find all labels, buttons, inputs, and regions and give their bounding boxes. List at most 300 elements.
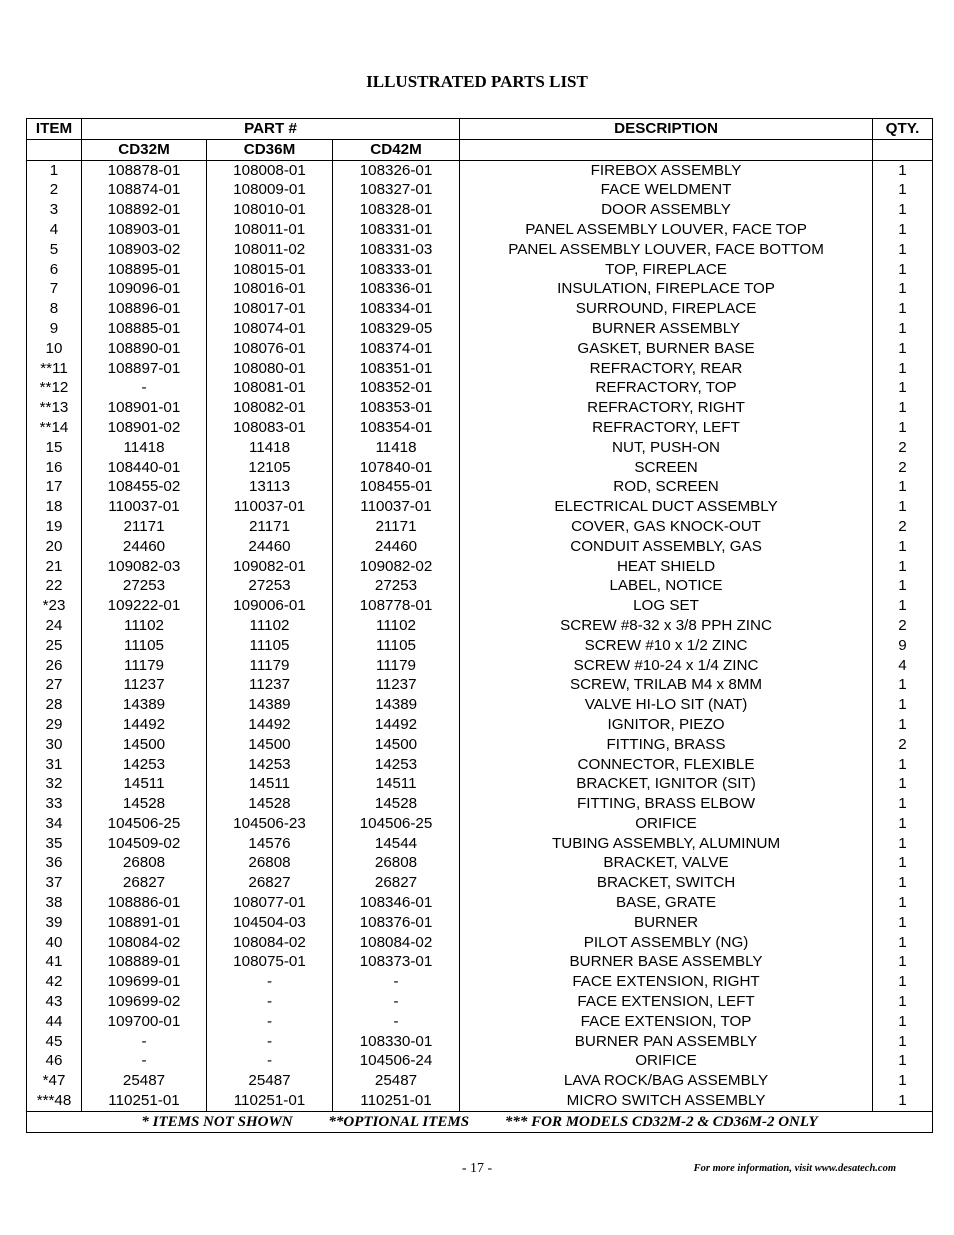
description: SCREW, TRILAB M4 x 8MM <box>460 675 873 695</box>
quantity: 1 <box>873 972 933 992</box>
table-row <box>27 359 933 379</box>
part-cd36m: 27253 <box>207 576 333 596</box>
part-cd36m: 108075-01 <box>207 952 333 972</box>
quantity: 2 <box>873 616 933 636</box>
table-row <box>27 557 933 577</box>
item-number: 46 <box>27 1051 82 1071</box>
part-cd42m: 11418 <box>333 438 460 458</box>
part-cd42m: 108354-01 <box>333 418 460 438</box>
part-cd42m: 108346-01 <box>333 893 460 913</box>
quantity: 1 <box>873 933 933 953</box>
part-cd42m: 110037-01 <box>333 497 460 517</box>
description: REFRACTORY, REAR <box>460 359 873 379</box>
table-row <box>27 319 933 339</box>
description: COVER, GAS KNOCK-OUT <box>460 517 873 537</box>
part-cd32m: 14253 <box>82 755 207 775</box>
quantity: 1 <box>873 160 933 180</box>
description: FITTING, BRASS ELBOW <box>460 794 873 814</box>
table-row <box>27 1012 933 1032</box>
part-cd36m: 104504-03 <box>207 913 333 933</box>
part-cd42m: 108778-01 <box>333 596 460 616</box>
part-cd42m: 108336-01 <box>333 279 460 299</box>
table-row <box>27 715 933 735</box>
part-cd42m: 11237 <box>333 675 460 695</box>
part-cd36m: 108017-01 <box>207 299 333 319</box>
part-cd42m: 27253 <box>333 576 460 596</box>
quantity: 1 <box>873 576 933 596</box>
header-model-cd42m: CD42M <box>333 139 460 160</box>
parts-table-footer <box>27 1111 933 1132</box>
description: CONNECTOR, FLEXIBLE <box>460 755 873 775</box>
table-row <box>27 418 933 438</box>
item-number: **14 <box>27 418 82 438</box>
part-cd32m: 11179 <box>82 656 207 676</box>
table-row <box>27 695 933 715</box>
part-cd32m: 25487 <box>82 1071 207 1091</box>
table-row <box>27 160 933 180</box>
part-cd32m: 109222-01 <box>82 596 207 616</box>
part-cd36m: 26808 <box>207 853 333 873</box>
item-number: *47 <box>27 1071 82 1091</box>
part-cd32m: 21171 <box>82 517 207 537</box>
description: PILOT ASSEMBLY (NG) <box>460 933 873 953</box>
item-number: 17 <box>27 477 82 497</box>
part-cd32m: 108878-01 <box>82 160 207 180</box>
table-row <box>27 675 933 695</box>
header-qty-blank <box>873 139 933 160</box>
part-cd36m: 21171 <box>207 517 333 537</box>
description: FACE EXTENSION, RIGHT <box>460 972 873 992</box>
item-number: 27 <box>27 675 82 695</box>
item-number: **11 <box>27 359 82 379</box>
part-cd36m: 108011-01 <box>207 220 333 240</box>
description: ROD, SCREEN <box>460 477 873 497</box>
table-row <box>27 497 933 517</box>
part-cd36m: 108015-01 <box>207 260 333 280</box>
part-cd42m: - <box>333 972 460 992</box>
part-cd36m: 11102 <box>207 616 333 636</box>
description: SCREW #10-24 x 1/4 ZINC <box>460 656 873 676</box>
part-cd42m: 26808 <box>333 853 460 873</box>
part-cd42m: 24460 <box>333 537 460 557</box>
description: LAVA ROCK/BAG ASSEMBLY <box>460 1071 873 1091</box>
description: FACE EXTENSION, TOP <box>460 1012 873 1032</box>
part-cd36m: 109082-01 <box>207 557 333 577</box>
item-number: 34 <box>27 814 82 834</box>
part-cd32m: 14511 <box>82 774 207 794</box>
part-cd32m: 108889-01 <box>82 952 207 972</box>
item-number: 35 <box>27 834 82 854</box>
table-row <box>27 834 933 854</box>
header-item-blank <box>27 139 82 160</box>
part-cd32m: 110251-01 <box>82 1091 207 1111</box>
description: NUT, PUSH-ON <box>460 438 873 458</box>
quantity: 9 <box>873 636 933 656</box>
quantity: 2 <box>873 517 933 537</box>
part-cd32m: 27253 <box>82 576 207 596</box>
table-row <box>27 952 933 972</box>
description: BURNER ASSEMBLY <box>460 319 873 339</box>
page-number: - 17 - <box>461 1161 493 1176</box>
part-cd36m: 11418 <box>207 438 333 458</box>
quantity: 1 <box>873 200 933 220</box>
part-cd42m: 25487 <box>333 1071 460 1091</box>
part-cd42m: 14528 <box>333 794 460 814</box>
part-cd36m: 108010-01 <box>207 200 333 220</box>
description: BURNER PAN ASSEMBLY <box>460 1032 873 1052</box>
footnote-optional: **OPTIONAL ITEMS <box>328 1113 470 1130</box>
item-number: 37 <box>27 873 82 893</box>
item-number: 43 <box>27 992 82 1012</box>
part-cd42m: 108353-01 <box>333 398 460 418</box>
quantity: 1 <box>873 220 933 240</box>
part-cd32m: - <box>82 1051 207 1071</box>
table-row <box>27 656 933 676</box>
description: HEAT SHIELD <box>460 557 873 577</box>
part-cd32m: - <box>82 378 207 398</box>
part-cd36m: 108080-01 <box>207 359 333 379</box>
part-cd42m: 108331-01 <box>333 220 460 240</box>
description: BURNER <box>460 913 873 933</box>
item-number: 28 <box>27 695 82 715</box>
part-cd32m: 109699-02 <box>82 992 207 1012</box>
item-number: 21 <box>27 557 82 577</box>
quantity: 1 <box>873 913 933 933</box>
item-number: 7 <box>27 279 82 299</box>
footnote-models: *** FOR MODELS CD32M-2 & CD36M-2 ONLY <box>504 1113 818 1130</box>
header-qty: QTY. <box>873 119 933 140</box>
part-cd42m: - <box>333 1012 460 1032</box>
item-number: 44 <box>27 1012 82 1032</box>
item-number: *23 <box>27 596 82 616</box>
item-number: 2 <box>27 180 82 200</box>
part-cd36m: - <box>207 1012 333 1032</box>
part-cd32m: 11105 <box>82 636 207 656</box>
part-cd42m: 108373-01 <box>333 952 460 972</box>
part-cd42m: 108330-01 <box>333 1032 460 1052</box>
part-cd36m: 14492 <box>207 715 333 735</box>
header-description: DESCRIPTION <box>460 119 873 140</box>
item-number: 45 <box>27 1032 82 1052</box>
part-cd36m: 108083-01 <box>207 418 333 438</box>
part-cd42m: 14544 <box>333 834 460 854</box>
table-row <box>27 299 933 319</box>
header-model-cd32m: CD32M <box>82 139 207 160</box>
part-cd32m: 108892-01 <box>82 200 207 220</box>
part-cd36m: - <box>207 1051 333 1071</box>
description: PANEL ASSEMBLY LOUVER, FACE BOTTOM <box>460 240 873 260</box>
description: TUBING ASSEMBLY, ALUMINUM <box>460 834 873 854</box>
part-cd32m: 108891-01 <box>82 913 207 933</box>
part-cd32m: 108890-01 <box>82 339 207 359</box>
table-row <box>27 279 933 299</box>
part-cd42m: 110251-01 <box>333 1091 460 1111</box>
item-number: 20 <box>27 537 82 557</box>
part-cd42m: 14511 <box>333 774 460 794</box>
table-row <box>27 576 933 596</box>
item-number: 24 <box>27 616 82 636</box>
part-cd36m: 26827 <box>207 873 333 893</box>
table-row <box>27 240 933 260</box>
part-cd32m: 108885-01 <box>82 319 207 339</box>
part-cd42m: 11105 <box>333 636 460 656</box>
part-cd36m: 11237 <box>207 675 333 695</box>
part-cd36m: 14500 <box>207 735 333 755</box>
item-number: **13 <box>27 398 82 418</box>
part-cd42m: 108352-01 <box>333 378 460 398</box>
quantity: 1 <box>873 992 933 1012</box>
page-title: ILLUSTRATED PARTS LIST <box>366 72 588 91</box>
item-number: 4 <box>27 220 82 240</box>
part-cd32m: 108084-02 <box>82 933 207 953</box>
part-cd32m: 11418 <box>82 438 207 458</box>
part-cd42m: 107840-01 <box>333 458 460 478</box>
quantity: 1 <box>873 497 933 517</box>
quantity: 1 <box>873 1012 933 1032</box>
footnote-not-shown: * ITEMS NOT SHOWN <box>141 1113 293 1130</box>
quantity: 1 <box>873 418 933 438</box>
quantity: 1 <box>873 319 933 339</box>
quantity: 1 <box>873 952 933 972</box>
item-number: 42 <box>27 972 82 992</box>
description: ORIFICE <box>460 1051 873 1071</box>
part-cd42m: 14500 <box>333 735 460 755</box>
table-row <box>27 398 933 418</box>
part-cd42m: - <box>333 992 460 1012</box>
table-row <box>27 616 933 636</box>
header-description-blank <box>460 139 873 160</box>
table-row <box>27 794 933 814</box>
description: FACE WELDMENT <box>460 180 873 200</box>
description: TOP, FIREPLACE <box>460 260 873 280</box>
description: IGNITOR, PIEZO <box>460 715 873 735</box>
quantity: 2 <box>873 458 933 478</box>
description: LABEL, NOTICE <box>460 576 873 596</box>
part-cd36m: 108081-01 <box>207 378 333 398</box>
part-cd36m: 110037-01 <box>207 497 333 517</box>
part-cd36m: 108077-01 <box>207 893 333 913</box>
part-cd42m: 108329-05 <box>333 319 460 339</box>
description: ORIFICE <box>460 814 873 834</box>
part-cd42m: 14492 <box>333 715 460 735</box>
table-row <box>27 933 933 953</box>
table-row <box>27 814 933 834</box>
part-cd42m: 108333-01 <box>333 260 460 280</box>
part-cd32m: 108896-01 <box>82 299 207 319</box>
description: BRACKET, IGNITOR (SIT) <box>460 774 873 794</box>
part-cd42m: 108328-01 <box>333 200 460 220</box>
table-row <box>27 893 933 913</box>
quantity: 1 <box>873 1071 933 1091</box>
part-cd36m: 108074-01 <box>207 319 333 339</box>
item-number: 9 <box>27 319 82 339</box>
quantity: 1 <box>873 853 933 873</box>
table-row <box>27 477 933 497</box>
quantity: 1 <box>873 339 933 359</box>
table-row <box>27 1071 933 1091</box>
part-cd36m: - <box>207 992 333 1012</box>
part-cd36m: 110251-01 <box>207 1091 333 1111</box>
part-cd36m: 12105 <box>207 458 333 478</box>
part-cd32m: 104509-02 <box>82 834 207 854</box>
part-cd36m: 108076-01 <box>207 339 333 359</box>
quantity: 1 <box>873 1032 933 1052</box>
quantity: 1 <box>873 873 933 893</box>
description: GASKET, BURNER BASE <box>460 339 873 359</box>
item-number: ***48 <box>27 1091 82 1111</box>
part-cd32m: 110037-01 <box>82 497 207 517</box>
quantity: 1 <box>873 299 933 319</box>
part-cd32m: 108440-01 <box>82 458 207 478</box>
part-cd32m: 108886-01 <box>82 893 207 913</box>
quantity: 1 <box>873 596 933 616</box>
quantity: 1 <box>873 477 933 497</box>
quantity: 1 <box>873 1051 933 1071</box>
description: REFRACTORY, RIGHT <box>460 398 873 418</box>
quantity: 1 <box>873 398 933 418</box>
description: SCREEN <box>460 458 873 478</box>
description: MICRO SWITCH ASSEMBLY <box>460 1091 873 1111</box>
item-number: 18 <box>27 497 82 517</box>
part-cd32m: 108901-02 <box>82 418 207 438</box>
table-row <box>27 913 933 933</box>
quantity: 2 <box>873 438 933 458</box>
item-number: 5 <box>27 240 82 260</box>
table-row <box>27 260 933 280</box>
part-cd32m: 26827 <box>82 873 207 893</box>
footnote-row <box>27 1111 933 1132</box>
part-cd42m: 108326-01 <box>333 160 460 180</box>
table-row <box>27 596 933 616</box>
description: CONDUIT ASSEMBLY, GAS <box>460 537 873 557</box>
part-cd36m: 14576 <box>207 834 333 854</box>
part-cd32m: 14500 <box>82 735 207 755</box>
part-cd42m: 108331-03 <box>333 240 460 260</box>
quantity: 1 <box>873 834 933 854</box>
table-row <box>27 1032 933 1052</box>
header-model-cd36m: CD36M <box>207 139 333 160</box>
part-cd42m: 108351-01 <box>333 359 460 379</box>
item-number: 19 <box>27 517 82 537</box>
table-row <box>27 438 933 458</box>
item-number: 32 <box>27 774 82 794</box>
item-number: **12 <box>27 378 82 398</box>
part-cd36m: 11179 <box>207 656 333 676</box>
quantity: 1 <box>873 359 933 379</box>
description: BURNER BASE ASSEMBLY <box>460 952 873 972</box>
description: ELECTRICAL DUCT ASSEMBLY <box>460 497 873 517</box>
quantity: 1 <box>873 279 933 299</box>
description: FACE EXTENSION, LEFT <box>460 992 873 1012</box>
item-number: 22 <box>27 576 82 596</box>
item-number: 26 <box>27 656 82 676</box>
part-cd42m: 104506-24 <box>333 1051 460 1071</box>
quantity: 4 <box>873 656 933 676</box>
description: VALVE HI-LO SIT (NAT) <box>460 695 873 715</box>
table-row <box>27 517 933 537</box>
item-number: 39 <box>27 913 82 933</box>
part-cd42m: 108455-01 <box>333 477 460 497</box>
table-row <box>27 636 933 656</box>
item-number: 40 <box>27 933 82 953</box>
table-row <box>27 735 933 755</box>
description: SURROUND, FIREPLACE <box>460 299 873 319</box>
quantity: 2 <box>873 735 933 755</box>
part-cd32m: 11102 <box>82 616 207 636</box>
description: LOG SET <box>460 596 873 616</box>
part-cd36m: 108011-02 <box>207 240 333 260</box>
part-cd32m: 108897-01 <box>82 359 207 379</box>
part-cd36m: 108084-02 <box>207 933 333 953</box>
item-number: 25 <box>27 636 82 656</box>
table-row <box>27 200 933 220</box>
quantity: 1 <box>873 260 933 280</box>
quantity: 1 <box>873 893 933 913</box>
part-cd32m: 109096-01 <box>82 279 207 299</box>
part-cd32m: 24460 <box>82 537 207 557</box>
part-cd36m: 104506-23 <box>207 814 333 834</box>
quantity: 1 <box>873 675 933 695</box>
part-cd36m: 14253 <box>207 755 333 775</box>
part-cd42m: 11179 <box>333 656 460 676</box>
item-number: 6 <box>27 260 82 280</box>
table-row <box>27 774 933 794</box>
description: SCREW #8-32 x 3/8 PPH ZINC <box>460 616 873 636</box>
part-cd36m: 108082-01 <box>207 398 333 418</box>
table-row <box>27 853 933 873</box>
part-cd42m: 14389 <box>333 695 460 715</box>
description: DOOR ASSEMBLY <box>460 200 873 220</box>
header-part-number: PART # <box>82 119 460 140</box>
part-cd36m: 109006-01 <box>207 596 333 616</box>
table-row <box>27 220 933 240</box>
description: FIREBOX ASSEMBLY <box>460 160 873 180</box>
part-cd32m: 108901-01 <box>82 398 207 418</box>
part-cd32m: 109699-01 <box>82 972 207 992</box>
description: FITTING, BRASS <box>460 735 873 755</box>
part-cd32m: - <box>82 1032 207 1052</box>
table-row <box>27 1091 933 1111</box>
description: PANEL ASSEMBLY LOUVER, FACE TOP <box>460 220 873 240</box>
part-cd42m: 108334-01 <box>333 299 460 319</box>
quantity: 1 <box>873 715 933 735</box>
quantity: 1 <box>873 180 933 200</box>
description: BASE, GRATE <box>460 893 873 913</box>
quantity: 1 <box>873 240 933 260</box>
part-cd42m: 108374-01 <box>333 339 460 359</box>
parts-table-body <box>27 160 933 1111</box>
header-row <box>27 119 933 140</box>
part-cd42m: 109082-02 <box>333 557 460 577</box>
description: SCREW #10 x 1/2 ZINC <box>460 636 873 656</box>
description: BRACKET, SWITCH <box>460 873 873 893</box>
item-number: 31 <box>27 755 82 775</box>
quantity: 1 <box>873 537 933 557</box>
part-cd36m: 25487 <box>207 1071 333 1091</box>
part-cd42m: 108327-01 <box>333 180 460 200</box>
part-cd42m: 104506-25 <box>333 814 460 834</box>
item-number: 1 <box>27 160 82 180</box>
part-cd36m: 108016-01 <box>207 279 333 299</box>
header-item: ITEM <box>27 119 82 140</box>
part-cd42m: 11102 <box>333 616 460 636</box>
table-row <box>27 1051 933 1071</box>
description: BRACKET, VALVE <box>460 853 873 873</box>
table-row <box>27 755 933 775</box>
part-cd42m: 21171 <box>333 517 460 537</box>
quantity: 1 <box>873 814 933 834</box>
quantity: 1 <box>873 557 933 577</box>
